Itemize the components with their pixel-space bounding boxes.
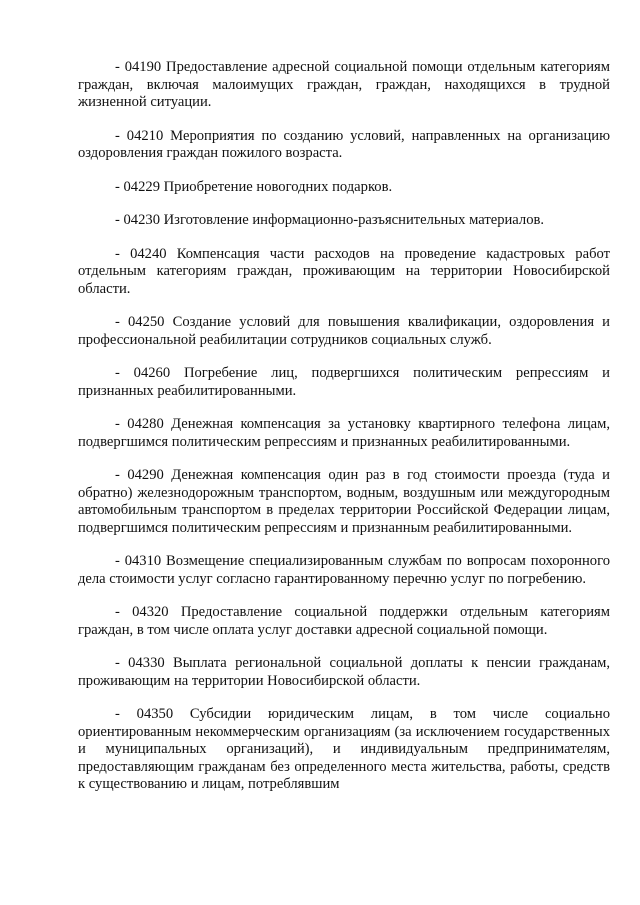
paragraph-04330: - 04330 Выплата региональной социальной доплаты к пенсии гражданам, проживающим на территории Новосибирской области.	[78, 655, 610, 689]
paragraph-04280: - 04280 Денежная компенсация за установку квартирного телефона лицам, подвергшимся политическим репрессиям и признанных реабилитированными.	[78, 416, 610, 450]
paragraph-04230: - 04230 Изготовление информационно-разъяснительных материалов.	[115, 212, 545, 228]
paragraph-04210: - 04210 Мероприятия по созданию условий, направленных на организацию оздоровления граждан пожилого возраста.	[78, 127, 610, 161]
paragraph-04350: - 04350 Субсидии юридическим лицам, в том числе социально ориентированным некоммерческим организациям (за исключением государственных и муниципальных организаций), и индивидуальным предпринимателям, предоставляющим гражданам без определенного места жительства, работы, средств к существованию и лицам, потреблявшим	[78, 706, 610, 792]
paragraph-04250: - 04250 Создание условий для повышения квалификации, оздоровления и профессиональной реабилитации сотрудников социальных служб.	[78, 314, 610, 348]
paragraph-04260: - 04260 Погребение лиц, подвергшихся политическим репрессиям и признанных реабилитированными.	[78, 365, 610, 399]
paragraph-04190: - 04190 Предоставление адресной социальной помощи отдельным категориям граждан, включая малоимущих граждан, граждан, находящихся в трудной жизненной ситуации.	[78, 59, 610, 110]
paragraph-04229: - 04229 Приобретение новогодних подарков.	[115, 178, 393, 195]
paragraph-04310: - 04310 Возмещение специализированным службам по вопросам похоронного дела стоимости услуг согласно гарантированному перечню услуг по погребению.	[78, 553, 610, 587]
paragraph-04290: - 04290 Денежная компенсация один раз в год стоимости проезда (туда и обратно) железнодорожным транспортом, водным, воздушным или междугородным автомобильным транспортом в пределах территории Российской Федерации лицам, подвергшимся политическим репрессиям и признанным реабилитированными.	[78, 467, 610, 536]
document-page	[78, 59, 610, 810]
paragraph-04240: - 04240 Компенсация части расходов на проведение кадастровых работ отдельным категориям граждан, проживающим на территории Новосибирской области.	[78, 245, 610, 297]
paragraph-04320: - 04320 Предоставление социальной поддержки отдельным категориям граждан, в том числе оплата услуг доставки адресной социальной помощи.	[78, 604, 610, 638]
